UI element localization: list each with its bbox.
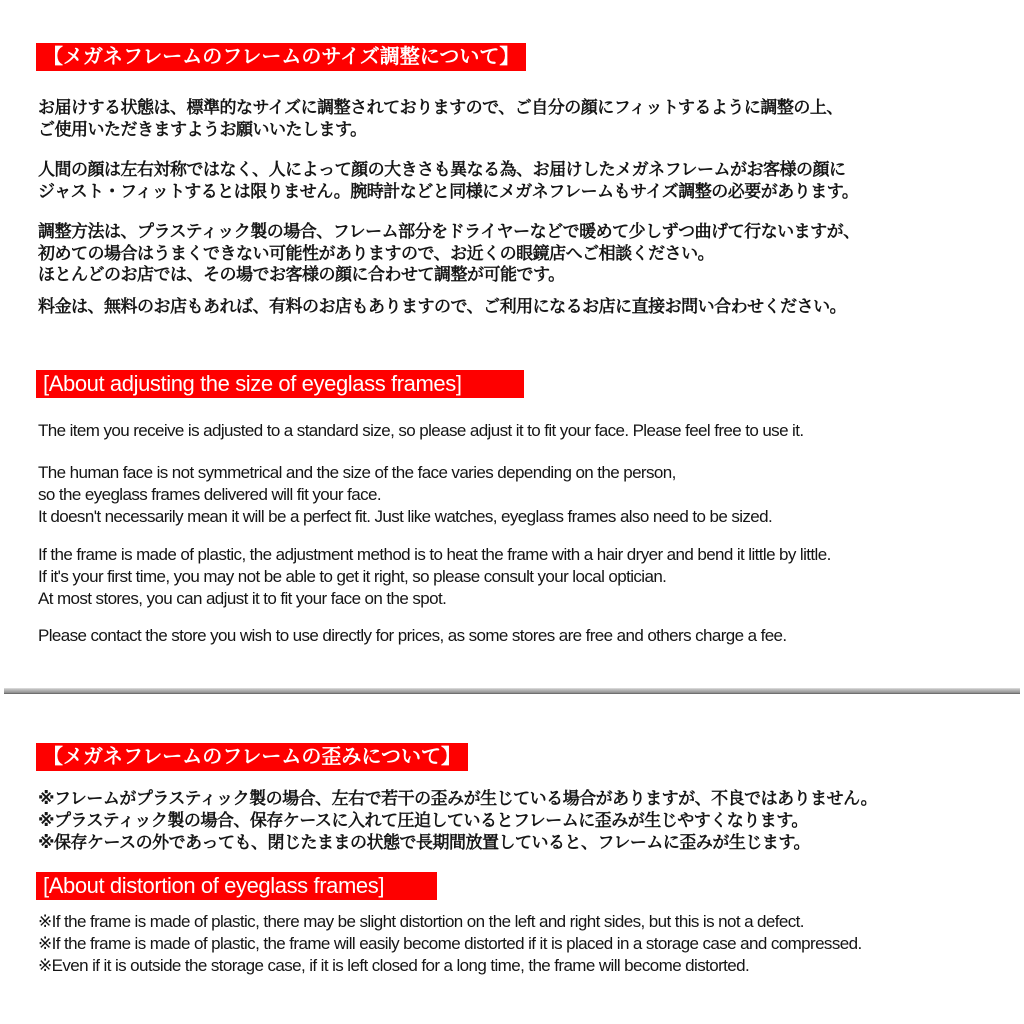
size-jp-paragraph-2 xyxy=(38,159,858,202)
size-jp-paragraph-1 xyxy=(38,97,843,140)
text-line: 初めての場合はうまくできない可能性がありますので、お近くの眼鏡店へご相談ください。 xyxy=(38,243,715,263)
text-line: ほとんどのお店では、その場でお客様の顔に合わせて調整が可能です。 xyxy=(38,265,565,284)
distortion-section-en-heading: [About distortion of eyeglass frames] xyxy=(36,872,437,900)
text-line: ※プラスティック製の場合、保存ケースに入れて圧迫しているとフレームに歪みが生じやすくなります。 xyxy=(38,811,808,830)
size-section-jp-heading: 【メガネフレームのフレームのサイズ調整について】 xyxy=(36,43,526,71)
text-line: ※If the frame is made of plastic, there may be slight distortion on the left and right sides, but this is not a defect. xyxy=(38,912,804,931)
text-line: The item you receive is adjusted to a standard size, so please adjust it to fit your face. Please feel free to use it. xyxy=(38,421,804,440)
size-en-paragraph-2 xyxy=(38,462,772,528)
text-line: If it's your first time, you may not be able to get it right, so please consult your local optician. xyxy=(38,567,667,586)
text-line: If the frame is made of plastic, the adjustment method is to heat the frame with a hair dryer and bend it little by little. xyxy=(38,545,831,564)
text-line: ※保存ケースの外であっても、閉じたままの状態で長期間放置していると、フレームに歪みが生じます。 xyxy=(38,833,810,852)
size-section-en-heading: [About adjusting the size of eyeglass frames] xyxy=(36,370,524,398)
text-line: ※フレームがプラスティック製の場合、左右で若干の歪みが生じている場合がありますが、不良ではありません。 xyxy=(38,789,878,808)
distortion-section-jp-heading: 【メガネフレームのフレームの歪みについて】 xyxy=(36,743,468,771)
size-en-paragraph-3 xyxy=(38,544,831,610)
text-line: so the eyeglass frames delivered will fit your face. xyxy=(38,485,381,504)
size-jp-paragraph-3 xyxy=(38,221,860,286)
distortion-en-notes xyxy=(38,911,862,977)
size-jp-paragraph-4 xyxy=(38,296,846,318)
text-line: The human face is not symmetrical and the size of the face varies depending on the person, xyxy=(38,463,676,482)
text-line: ※If the frame is made of plastic, the frame will easily become distorted if it is placed in a storage case and compressed. xyxy=(38,934,862,953)
text-line: ご使用いただきますようお願いいたします。 xyxy=(38,119,367,139)
size-en-paragraph-1 xyxy=(38,420,803,442)
size-en-paragraph-4 xyxy=(38,625,787,647)
text-line: Please contact the store you wish to use directly for prices, as some stores are free and others charge a fee. xyxy=(38,626,787,645)
text-line: It doesn't necessarily mean it will be a perfect fit. Just like watches, eyeglass frames also need to be sized. xyxy=(38,507,773,526)
section-divider xyxy=(4,688,1020,694)
text-line: 人間の顔は左右対称ではなく、人によって顔の大きさも異なる為、お届けしたメガネフレームがお客様の顔に xyxy=(38,160,846,179)
text-line: 料金は、無料のお店もあれば、有料のお店もありますので、ご利用になるお店に直接お問い合わせください。 xyxy=(38,297,847,316)
text-line: ジャスト・フィットするとは限りません。腕時計などと同様にメガネフレームもサイズ調整の必要があります。 xyxy=(38,181,859,201)
distortion-jp-notes xyxy=(38,788,877,854)
text-line: お届けする状態は、標準的なサイズに調整されておりますので、ご自分の顔にフィットするように調整の上、 xyxy=(38,98,843,117)
text-line: 調整方法は、プラスティック製の場合、フレーム部分をドライヤーなどで暖めて少しずつ曲げて行ないますが、 xyxy=(38,222,860,241)
text-line: ※Even if it is outside the storage case, if it is left closed for a long time, the frame will become distorted. xyxy=(38,956,750,975)
text-line: At most stores, you can adjust it to fit your face on the spot. xyxy=(38,589,447,608)
